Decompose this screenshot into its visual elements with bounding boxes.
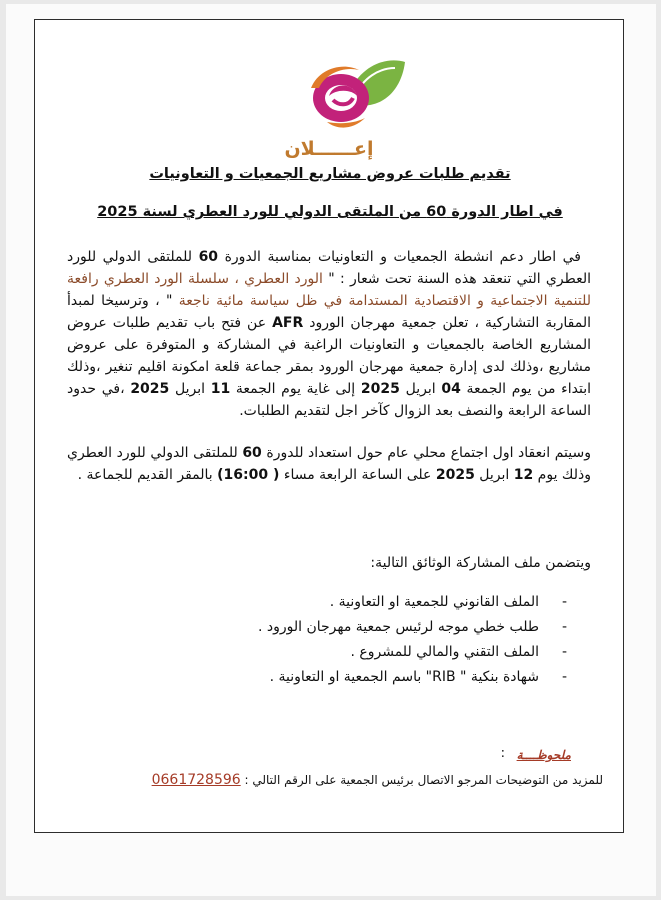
p1-after-slogan: " ، وترسيخا لمبدأ المقاربة التشاركية ، تعلن جمعية مهرجان الورود: [67, 293, 592, 331]
title-line-1: تقديم طلبات عروض مشاريع الجمعيات و التعاونيات: [149, 166, 511, 182]
p2-time-text: على الساعة الرابعة مساء: [279, 467, 436, 483]
note-contact-line: [71, 772, 603, 788]
p2-intro: وسيتم انعقاد اول اجتماع محلي عام حول استعداد للدورة: [261, 445, 591, 461]
p2-day: 12: [513, 467, 534, 483]
p1-intro: في اطار دعم انشطة الجمعيات و التعاونيات بمناسبة الدورة: [218, 249, 581, 265]
phone-number: 0661728596: [151, 772, 241, 788]
p1-call: عن فتح باب تقديم طلبات عروض المشاريع الخاصة بالجمعيات و التعاونيات الراغبة في المشاركة و المتوفرة على عروض مشاريع ،وذلك لدى إدارة جمعية مهرجان الورود بمقر جماعة قلعة امكونة اقليم تنغير ،وذلك ابتداء من يوم الجمعة: [67, 315, 591, 397]
p2-year: 2025: [435, 467, 475, 483]
p1-year2: 2025: [130, 381, 170, 397]
note-label: ملحوظــــة: [516, 748, 571, 762]
required-documents-list: [75, 590, 575, 690]
p2-month: ابريل: [474, 467, 514, 483]
list-item: - شهادة بنكية " RIB" باسم الجمعية او التعاونية .: [75, 665, 575, 690]
p2-edition: 60: [242, 445, 262, 461]
p2-middle: للملتقى الدولي للورد العطري وذلك يوم: [67, 445, 591, 483]
p1-year1: 2025: [360, 381, 400, 397]
p1-edition: 60: [198, 249, 219, 265]
announcement-heading: إعــــــلان: [284, 138, 374, 160]
paragraph-meeting: [67, 442, 591, 486]
announcement-frame: [34, 19, 624, 833]
title-line-2: في اطار الدورة 60 من الملتقى الدولي للورد العطري لسنة 2025: [97, 204, 563, 220]
paragraph-documents-intro: ويتضمن ملف المشاركة الوثائق التالية:: [370, 555, 591, 571]
p1-month2: ابريل: [169, 381, 211, 397]
p1-afr: AFR: [272, 315, 304, 331]
p1-month1: ابريل: [399, 381, 442, 397]
p1-end-day: 11: [210, 381, 231, 397]
note-colon: :: [500, 746, 505, 761]
paragraph-call-for-projects: [67, 246, 591, 422]
p2-end: بالمقر القديم للجماعة .: [77, 467, 218, 483]
list-item: - طلب خطي موجه لرئيس جمعية مهرجان الورود .: [75, 615, 575, 640]
list-item: - الملف التقني والمالي للمشروع .: [75, 640, 575, 665]
p1-after-edition: للملتقى الدولي للورد العطري التي تنعقد هذه السنة تحت شعار : ": [67, 249, 591, 287]
p1-start-date: 04: [441, 381, 461, 397]
list-item: - الملف القانوني للجمعية او التعاونية .: [75, 590, 575, 615]
p1-slogan: الورد العطري ، سلسلة الورد العطري رافعة للتنمية الاجتماعية و الاقتصادية المستدامة في ظل سياسة مائية ناجعة: [67, 271, 591, 309]
rose-festival-logo-icon: [297, 52, 407, 137]
p1-closing: ،في حدود الساعة الرابعة والنصف بعد الزوال كآخر اجل لتقديم الطلبات.: [67, 381, 591, 419]
p1-until: إلى غاية يوم الجمعة: [230, 381, 361, 397]
note-text: للمزيد من التوضيحات المرجو الاتصال برئيس الجمعية على الرقم التالي :: [240, 773, 603, 787]
page-sheet: [6, 4, 656, 896]
p2-time: ( 16:00): [217, 467, 280, 483]
